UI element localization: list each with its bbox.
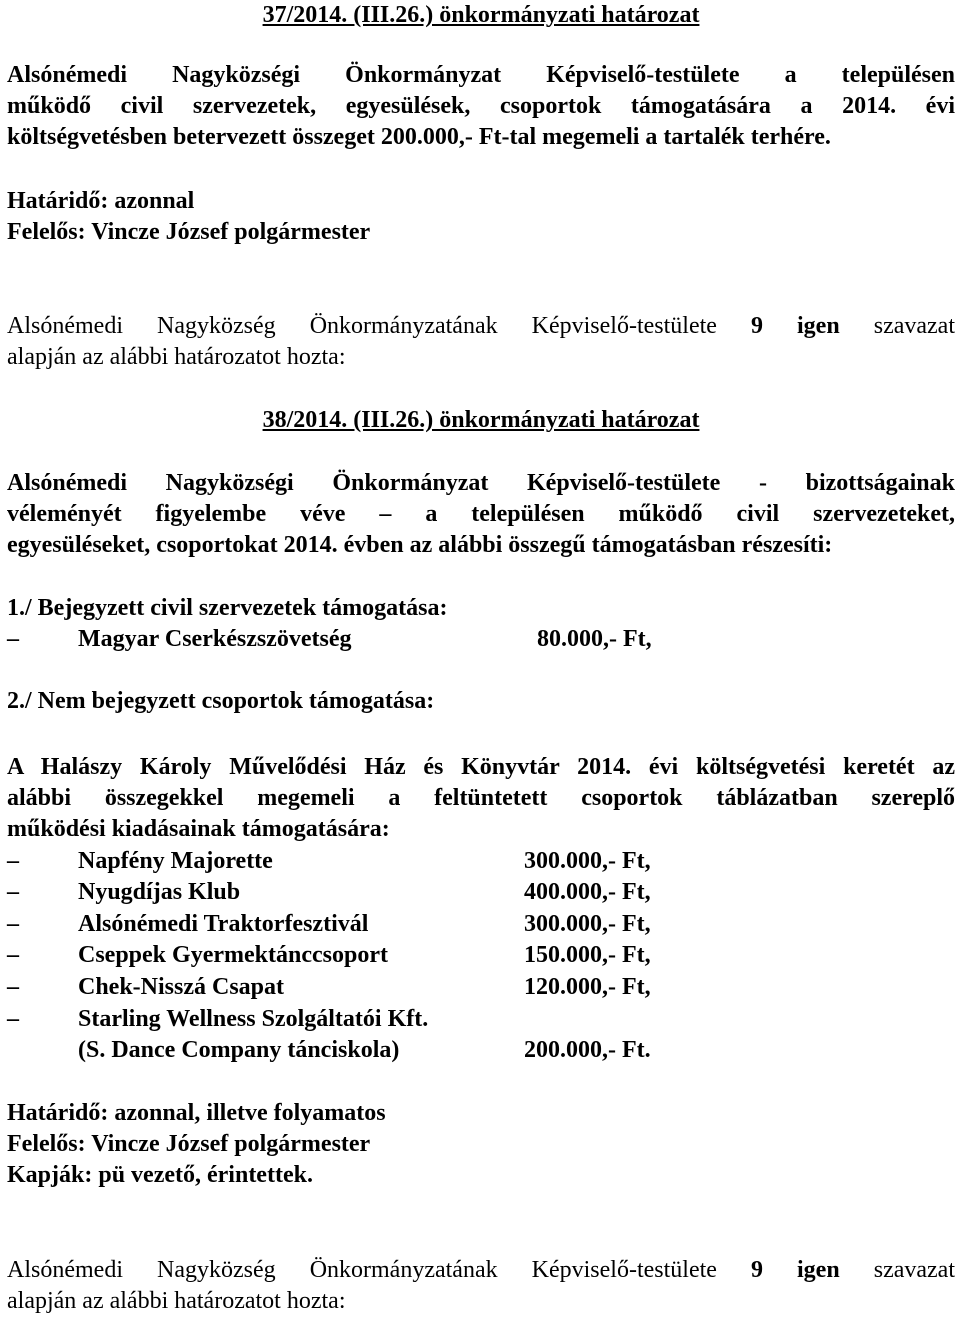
vote-2-suffix: szavazat [873, 1257, 956, 1283]
resolution-38-responsible: Felelős: Vincze József polgármester [7, 1131, 371, 1157]
list-item [7, 1004, 955, 1035]
list-item-dash: – [7, 626, 19, 652]
vote-2-line-1 [7, 1255, 955, 1286]
resolution-37-title: 37/2014. (III.26.) önkormányzati határozat [262, 2, 700, 28]
list-item-amount: 300.000,- Ft, [524, 848, 651, 874]
section-2-body-line-1: A Halászy Károly Művelődési Ház és Könyvtár 2014. évi költségvetési keretét az [7, 754, 955, 780]
vote-1-text: Alsónémedi Nagyközség Önkormányzatának Képviselő-testülete [7, 313, 717, 339]
vote-2-count: 9 igen [750, 1257, 840, 1283]
list-item-name: Chek-Nisszá Csapat [78, 974, 285, 1000]
resolution-38-body-line-2: véleményét figyelembe véve – a településen működő civil szervezeteket, [7, 501, 955, 527]
list-item-dash: – [7, 879, 19, 905]
list-item-amount: 300.000,- Ft, [524, 911, 651, 937]
vote-1-count: 9 igen [750, 313, 840, 339]
vote-1-line-2: alapján az alábbi határozatot hozta: [7, 344, 346, 370]
section-2-title: 2./ Nem bejegyzett csoportok támogatása: [7, 688, 435, 714]
vote-2-statement [7, 1255, 955, 1317]
list-item-dash: – [7, 911, 19, 937]
list-item [7, 972, 955, 1003]
vote-1-suffix: szavazat [873, 313, 956, 339]
resolution-37-body-line-2: működő civil szervezetek, egyesülések, csoportok támogatására a 2014. évi [7, 93, 955, 119]
list-item-name: Napfény Majorette [78, 848, 273, 874]
list-item [7, 1035, 955, 1066]
resolution-38-body-line-1: Alsónémedi Nagyközségi Önkormányzat Képviselő-testülete - bizottságainak [7, 470, 955, 496]
section-2-body-line-2: alábbi összegekkel megemeli a feltüntetett csoportok táblázatban szereplő [7, 785, 955, 811]
vote-1-statement [7, 311, 955, 373]
list-item-amount: 150.000,- Ft, [524, 942, 651, 968]
list-item-name: Nyugdíjas Klub [78, 879, 241, 905]
list-item-amount: 120.000,- Ft, [524, 974, 651, 1000]
list-item-dash: – [7, 974, 19, 1000]
resolution-38-body [7, 468, 955, 561]
list-item-amount: 200.000,- Ft. [524, 1037, 651, 1063]
section-2-body-line-3: működési kiadásainak támogatására: [7, 816, 390, 842]
list-item-dash: – [7, 942, 19, 968]
list-item-dash: – [7, 1006, 19, 1032]
vote-1-line-1 [7, 311, 955, 342]
resolution-38-recipients: Kapják: pü vezető, érintettek. [7, 1162, 313, 1188]
resolution-37-deadline: Határidő: azonnal [7, 188, 195, 214]
resolution-38-title: 38/2014. (III.26.) önkormányzati határozat [262, 407, 700, 433]
list-item [7, 909, 955, 940]
vote-2-line-2: alapján az alábbi határozatot hozta: [7, 1288, 346, 1314]
resolution-37-body-line-1: Alsónémedi Nagyközségi Önkormányzat Képviselő-testülete a településen [7, 62, 955, 88]
list-item [7, 624, 955, 655]
list-item-name: Alsónémedi Traktorfesztivál [78, 911, 369, 937]
list-item-name: Starling Wellness Szolgáltatói Kft. [78, 1006, 429, 1032]
list-item-name: (S. Dance Company tánciskola) [78, 1037, 400, 1063]
resolution-38-body-line-3: egyesüléseket, csoportokat 2014. évben az alábbi összegű támogatásban részesíti: [7, 532, 833, 558]
list-item-dash: – [7, 848, 19, 874]
list-item-amount: 80.000,- Ft, [537, 626, 652, 652]
list-item [7, 877, 955, 908]
resolution-37-responsible: Felelős: Vincze József polgármester [7, 219, 371, 245]
list-item-amount: 400.000,- Ft, [524, 879, 651, 905]
vote-2-text: Alsónémedi Nagyközség Önkormányzatának Képviselő-testülete [7, 1257, 717, 1283]
resolution-38-deadline: Határidő: azonnal, illetve folyamatos [7, 1100, 386, 1126]
resolution-37-body [7, 60, 955, 153]
list-item [7, 940, 955, 971]
section-2-body [7, 752, 955, 845]
list-item [7, 846, 955, 877]
resolution-37-body-line-3: költségvetésben betervezett összeget 200.000,- Ft-tal megemeli a tartalék terhére. [7, 124, 831, 150]
section-1-title: 1./ Bejegyzett civil szervezetek támogatása: [7, 595, 448, 621]
list-item-name: Cseppek Gyermektánccsoport [78, 942, 388, 968]
list-item-name: Magyar Cserkészszövetség [78, 626, 352, 652]
